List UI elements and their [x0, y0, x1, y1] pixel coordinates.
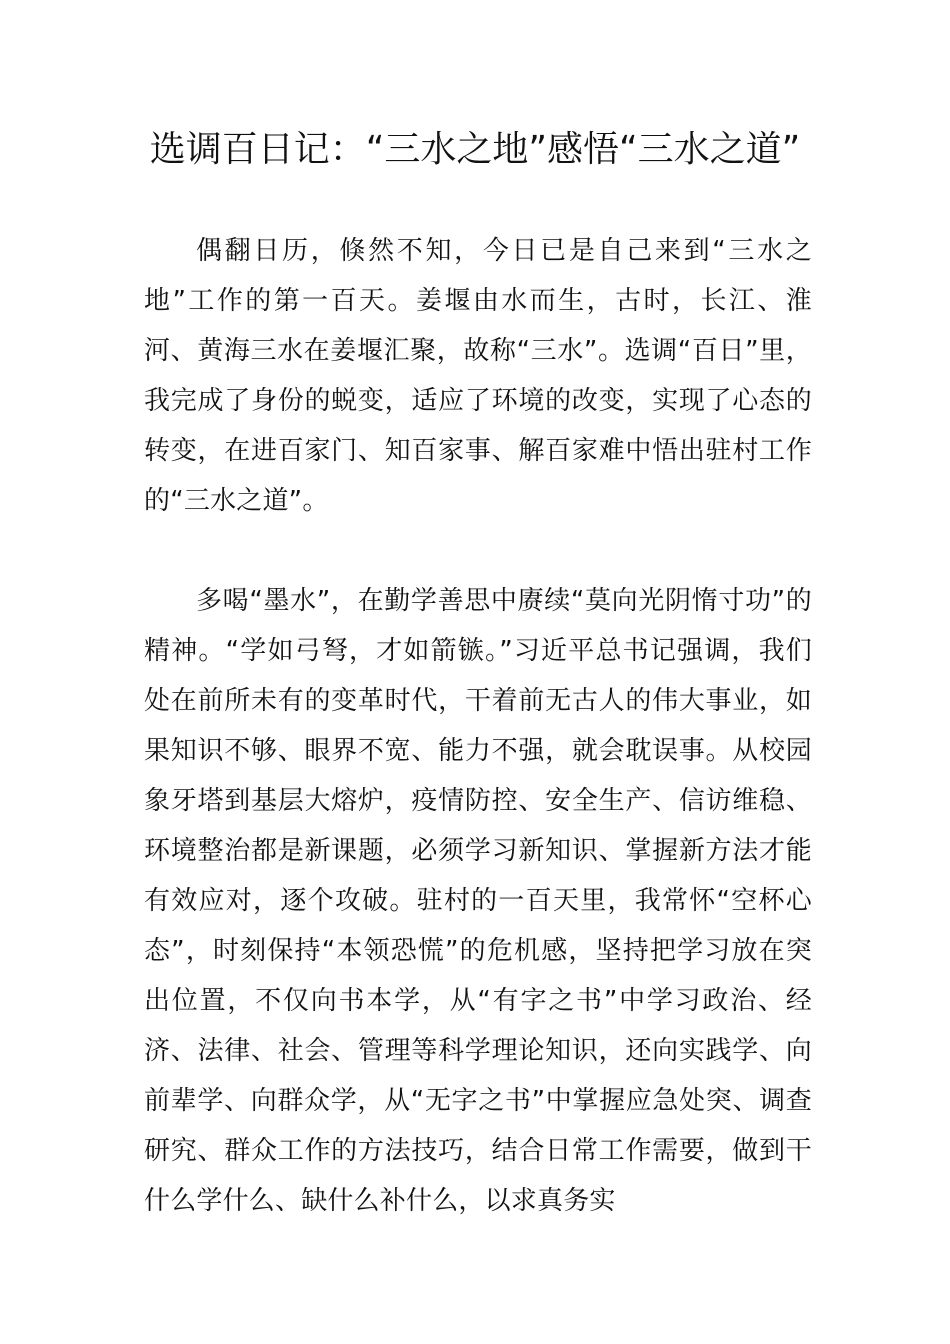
paragraph-ink: 多喝“墨水”，在勤学善思中赓续“莫向光阴惰寸功”的精神。“学如弓弩，才如箭镞。”习近平总书记强调，我们处在前所未有的变革时代，干着前无古人的伟大事业，如果知识不够、眼界不宽、能力不强，就会耽误事。从校园象牙塔到基层大熔炉，疫情防控、安全生产、信访维稳、环境整治都是新课题，必须学习新知识、掌握新方法才能有效应对，逐个攻破。驻村的一百天里，我常怀“空杯心态”，时刻保持“本领恐慌”的危机感，坚持把学习放在突出位置，不仅向书本学，从“有字之书”中学习政治、经济、法律、社会、管理等科学理论知识，还向实践学、向前辈学、向群众学，从“无字之书”中掌握应急处突、调查研究、群众工作的方法技巧，结合日常工作需要，做到干什么学什么、缺什么补什么，以求真务实 [144, 586, 812, 1216]
document-title: 选调百日记：“三水之地”感悟“三水之道” [149, 129, 801, 170]
paragraph-intro: 偶翻日历，倏然不知，今日已是自己来到“三水之地”工作的第一百天。姜堰由水而生，古时，长江、淮河、黄海三水在姜堰汇聚，故称“三水”。选调“百日”里，我完成了身份的蜕变，适应了环境的改变，实现了心态的转变，在进百家门、知百家事、解百家难中悟出驻村工作的“三水之道”。 [144, 236, 812, 516]
paragraph-spacer [144, 526, 812, 576]
document-body [144, 226, 812, 1226]
